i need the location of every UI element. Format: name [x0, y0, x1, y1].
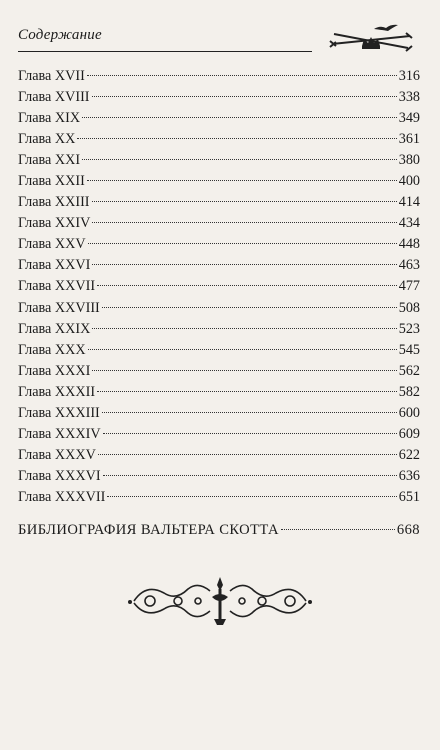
toc-entry-label: Глава XXXIII — [18, 404, 100, 421]
toc-entry — [18, 87, 420, 108]
leader-dots — [82, 159, 397, 160]
toc-entry-label: Глава XXVI — [18, 257, 91, 274]
toc-entry-label: Глава XXX — [18, 341, 86, 358]
toc-entry-label: Глава XXIII — [18, 194, 90, 211]
toc-entry-page: 448 — [398, 236, 420, 253]
toc-entry — [18, 382, 420, 403]
toc-entry — [18, 150, 420, 171]
toc-entry-page: 477 — [398, 278, 420, 295]
leader-dots — [92, 96, 397, 97]
leader-dots — [87, 180, 397, 181]
toc-entry-label: Глава XXI — [18, 152, 81, 169]
toc-entry — [18, 276, 420, 297]
leader-dots — [92, 264, 396, 265]
toc-entry — [18, 298, 420, 319]
toc-entry-page: 609 — [398, 425, 420, 442]
toc-entry-page: 651 — [398, 488, 420, 505]
toc-entry-page: 636 — [398, 467, 420, 484]
toc-entry-label: Глава XXXI — [18, 362, 91, 379]
toc-entry-page: 338 — [398, 89, 420, 106]
toc-entry-label: Глава XXXVI — [18, 467, 101, 484]
toc-entry-label: Глава XX — [18, 131, 76, 148]
toc-entry — [18, 234, 420, 255]
toc-entry-label: Глава XXXV — [18, 446, 96, 463]
toc-entry-page: 582 — [398, 383, 420, 400]
toc-entry — [18, 66, 420, 87]
leader-dots — [103, 475, 397, 476]
toc-entry-page: 463 — [398, 257, 420, 274]
toc-entry — [18, 213, 420, 234]
toc-entry — [18, 487, 420, 508]
running-header — [18, 22, 422, 56]
toc-entry-label: Глава XVII — [18, 68, 85, 84]
leader-dots — [87, 75, 397, 76]
toc-entry-label: Глава XXVII — [18, 278, 96, 295]
toc-entry-label: Глава XXXII — [18, 383, 96, 400]
toc-entry-page: 349 — [398, 110, 420, 127]
toc-entry-label: Глава XXV — [18, 236, 86, 253]
toc-entry-label: Глава XXIX — [18, 320, 91, 337]
leader-dots — [102, 412, 397, 413]
toc-entry-page: 622 — [398, 446, 420, 463]
toc-entry-label: Глава XVIII — [18, 89, 90, 106]
crossed-swords-crown-bird-icon — [312, 22, 422, 56]
leader-dots — [88, 243, 397, 244]
toc-entry — [18, 192, 420, 213]
leader-dots — [98, 454, 397, 455]
bibliography-entry — [18, 520, 420, 541]
floral-scroll-ornament-icon — [126, 575, 314, 629]
leader-dots — [92, 370, 396, 371]
toc-entry — [18, 340, 420, 361]
leader-dots — [88, 349, 397, 350]
toc-entry — [18, 361, 420, 382]
toc-entry-label: Глава XXII — [18, 173, 85, 190]
page-title: Содержание — [18, 27, 102, 43]
bibliography-label: БИБЛИОГРАФИЯ ВАЛЬТЕРА СКОТТА — [18, 522, 279, 538]
leader-dots — [92, 222, 396, 223]
toc-entry — [18, 466, 420, 487]
leader-dots — [82, 117, 397, 118]
toc-entry-label: Глава XXXVII — [18, 488, 106, 505]
header-rule — [18, 51, 312, 52]
toc-entry — [18, 403, 420, 424]
leader-dots — [107, 496, 396, 497]
toc-entry — [18, 445, 420, 466]
toc-entry-page: 434 — [398, 215, 420, 232]
leader-dots — [102, 307, 397, 308]
leader-dots — [281, 529, 395, 530]
toc-entry-page: 414 — [398, 194, 420, 211]
toc-entry-label: Глава XXXIV — [18, 425, 101, 442]
toc-entry — [18, 424, 420, 445]
table-of-contents — [18, 66, 420, 508]
toc-entry — [18, 319, 420, 340]
leader-dots — [97, 285, 397, 286]
toc-entry-page: 545 — [398, 341, 420, 358]
toc-entry-label: Глава XXVIII — [18, 299, 100, 316]
toc-entry — [18, 171, 420, 192]
toc-entry-page: 523 — [398, 320, 420, 337]
leader-dots — [92, 328, 396, 329]
toc-entry-label: Глава XIX — [18, 110, 81, 127]
toc-entry-page: 316 — [398, 68, 420, 84]
toc-entry — [18, 108, 420, 129]
toc-entry-page: 400 — [398, 173, 420, 190]
toc-entry-page: 380 — [398, 152, 420, 169]
toc-entry-page: 600 — [398, 404, 420, 421]
leader-dots — [92, 201, 397, 202]
bibliography-page: 668 — [396, 522, 420, 538]
toc-entry — [18, 255, 420, 276]
leader-dots — [77, 138, 396, 139]
toc-entry-page: 562 — [398, 362, 420, 379]
toc-entry-page: 361 — [398, 131, 420, 148]
toc-entry — [18, 129, 420, 150]
toc-entry-page: 508 — [398, 299, 420, 316]
leader-dots — [97, 391, 397, 392]
leader-dots — [103, 433, 397, 434]
toc-entry-label: Глава XXIV — [18, 215, 91, 232]
